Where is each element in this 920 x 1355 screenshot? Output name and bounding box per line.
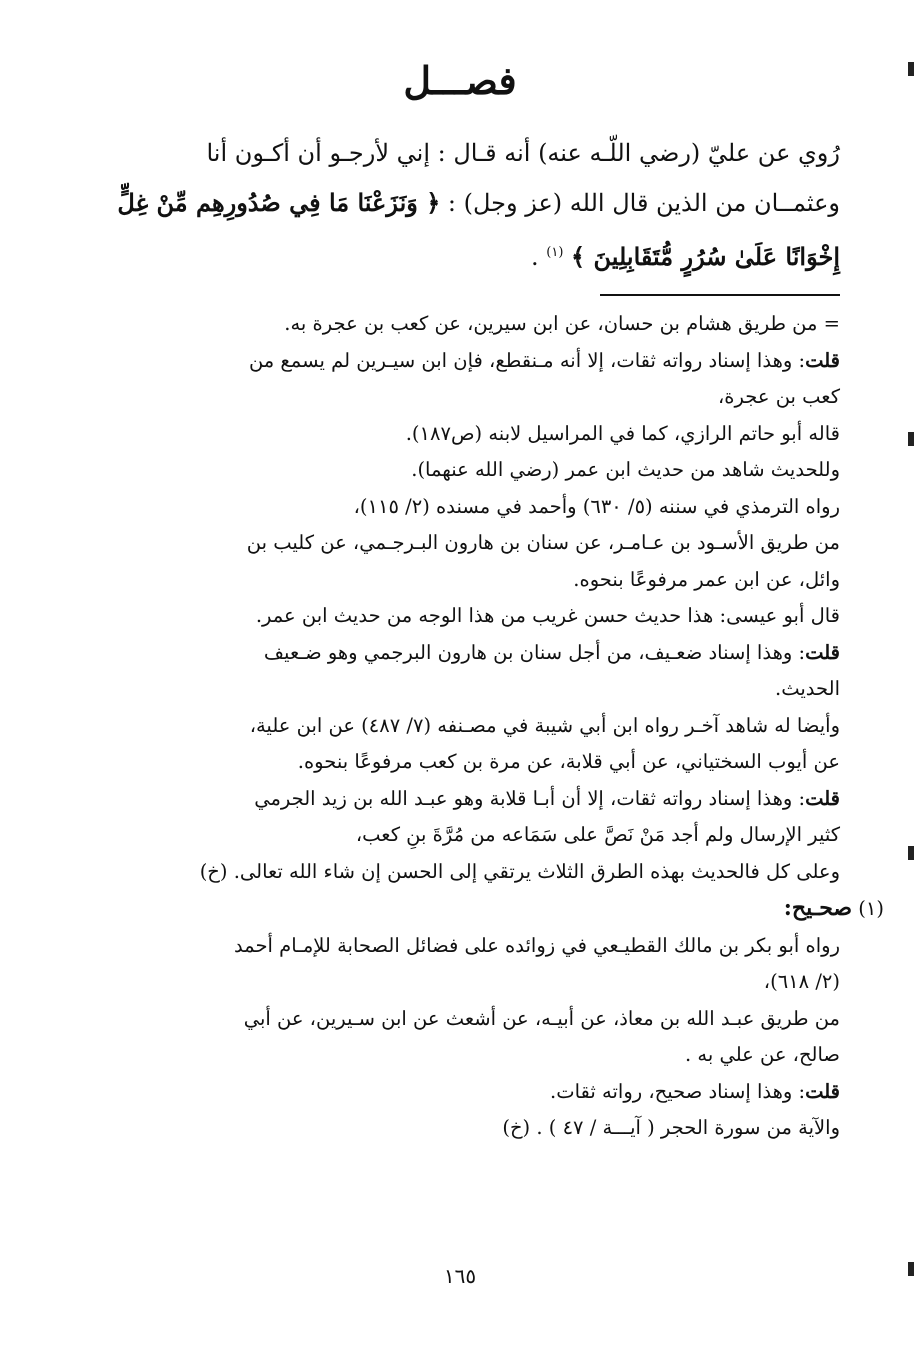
note-line: وللحديث شاهد من حديث ابن عمر (رضي الله عنهما).: [411, 458, 840, 481]
note-line: من طريق عبـد الله بن معاذ، عن أبيـه، عن أشعث عن ابن سـيرين، عن أبي: [243, 1006, 840, 1030]
note-label: قلت: [805, 348, 840, 372]
footnotes: [130, 306, 884, 1147]
main-line-2: [117, 178, 840, 228]
scan-edge-mark: [908, 1262, 914, 1276]
scan-edge-mark: [908, 62, 914, 76]
note-line: رواه الترمذي في سننه (٥/ ٦٣٠) وأحمد في مسنده (٢/ ١١٥)،: [353, 494, 840, 518]
main-line-3: [120, 228, 840, 282]
footnote-number: (١): [858, 897, 884, 920]
scan-edge-mark: [908, 432, 914, 446]
note-line: وأيضا له شاهد آخـر رواه ابن أبي شيبة في مصـنفه (٧/ ٤٨٧) عن ابن علية،: [249, 713, 840, 737]
note-line: من طريق الأسـود بن عـامـر، عن سنان بن هارون البـرجـمي، عن كليب بن: [246, 531, 840, 554]
note-line: وعلى كل فالحديث بهذه الطرق الثلاث يرتقي إلى الحسن إن شاء الله تعالى. (خ): [199, 859, 840, 883]
footnote-heading: [130, 890, 884, 928]
note-text: : وهذا إسناد رواته ثقات، إلا أن أبـا قلابة وهو عبـد الله بن زيد الجرمي: [254, 786, 806, 810]
note-line: = من طريق هشام بن حسان، عن ابن سيرين، عن كعب بن عجرة به.: [284, 312, 840, 335]
main-line-2-text: وعثمــان من الذين قال الله (عز وجل) :: [447, 189, 840, 217]
note-text: : وهذا إسناد صحيح، رواته ثقات.: [550, 1079, 806, 1103]
quran-verse-part-1: ﴿ وَنَزَعْنَا مَا فِي صُدُورِهِم مِّنْ غِلٍّ: [117, 188, 441, 217]
chapter-title: فصـــل: [403, 58, 517, 103]
note-line: والآية من سورة الحجر ( آيـــة / ٤٧ ) . (خ): [502, 1116, 840, 1139]
note-line: عن أيوب السختياني، عن أبي قلابة، عن مرة بن كعب مرفوعًا بنحوه.: [297, 750, 840, 773]
note-line: قاله أبو حاتم الرازي، كما في المراسيل لابنه (ص١٨٧).: [405, 421, 840, 445]
note-text: : وهذا إسناد رواته ثقات، إلا أنه مـنقطع، فإن ابن سيـرين لم يسمع من: [248, 348, 806, 372]
note-line: الحديث.: [775, 677, 840, 700]
note-label: قلت: [805, 640, 840, 664]
main-line-1: رُوي عن عليّ (رضي اللّـه عنه) أنه قـال : إني لأرجـو أن أكـون أنا: [206, 139, 840, 167]
note-line: [130, 343, 840, 380]
main-line-3-end: .: [530, 243, 539, 271]
footnote-separator: [600, 294, 840, 296]
page-number: ١٦٥: [443, 1264, 477, 1288]
note-line: [130, 781, 840, 818]
note-label: قلت: [805, 786, 840, 810]
note-line: [130, 1074, 840, 1111]
note-line: [130, 635, 840, 672]
main-text: [117, 128, 840, 282]
quran-verse-part-2: إِخْوَانًا عَلَىٰ سُرُرٍ مُّتَقَابِلِينَ ﴾: [571, 242, 840, 271]
scan-edge-mark: [908, 846, 914, 860]
note-line: كثير الإرسال ولم أجد مَنْ نَصَّ على سَمَاعه من مُرَّةَ بنِ كعب،: [355, 823, 840, 846]
note-line: قال أبو عيسى: هذا حديث حسن غريب من هذا الوجه من حديث ابن عمر.: [255, 604, 840, 627]
note-line: رواه أبو بكر بن مالك القطيـعي في زوائده على فضائل الصحابة للإمـام أحمد: [233, 933, 840, 957]
note-line: (٢/ ٦١٨)،: [763, 970, 840, 993]
note-line: صالح، عن علي به .: [684, 1043, 840, 1066]
note-label: قلت: [805, 1079, 840, 1103]
note-line: وائل، عن ابن عمر مرفوعًا بنحوه.: [573, 567, 840, 591]
footnote-reference: (١): [546, 245, 564, 260]
footnote-grade: صحـيح:: [783, 895, 853, 921]
note-line: كعب بن عجرة،: [718, 385, 840, 408]
note-text: : وهذا إسناد ضعـيف، من أجل سنان بن هارون البرجمي وهو ضـعيف: [263, 640, 806, 664]
